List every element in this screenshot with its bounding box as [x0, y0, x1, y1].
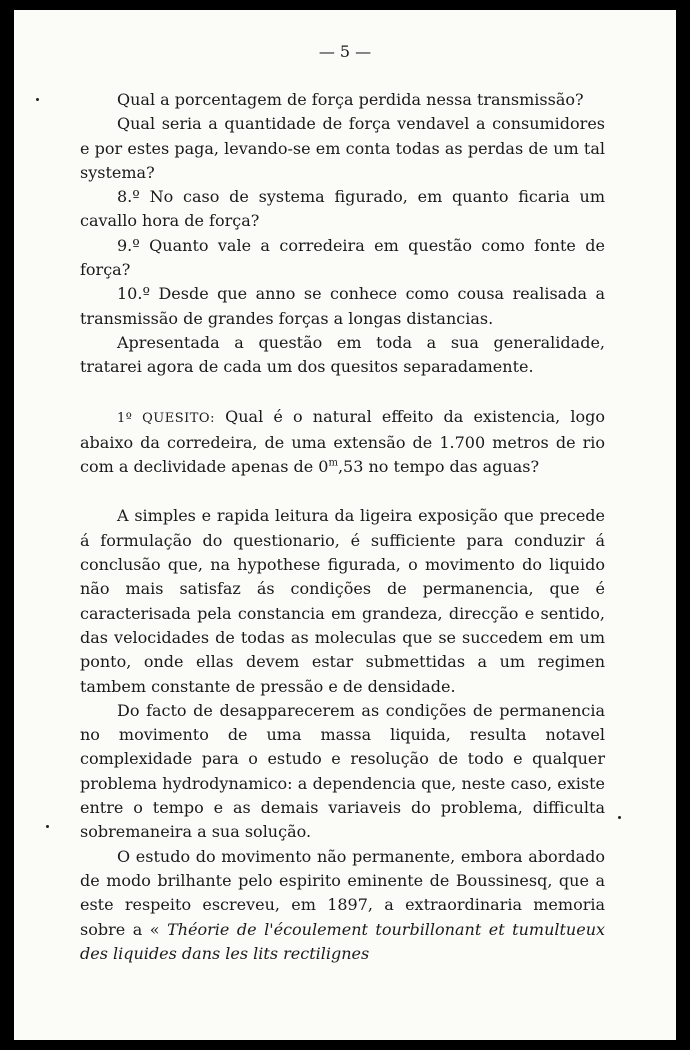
page-number: — 5 —: [318, 42, 372, 61]
italic-title: Théorie de l'écoulement tourbillonant et tumultueux des liquides dans les lits rectilignes: [80, 919, 606, 963]
quesito-1-paragraph: [80, 405, 605, 480]
quesito-text-b: ,53 no tempo das aguas?: [337, 457, 540, 477]
paragraph: Do facto de desapparecerem as condições de permanencia no movimento de uma massa liquida, resulta notavel complexidade para o estudo e resolução de todo e qualquer problema hydrodynamico: a dependencia que, neste caso, existe entre o tempo e as demais variaveis do problema, difficulta sobremaneira a sua solução.: [80, 700, 605, 842]
paragraph: [80, 845, 605, 966]
paragraph-text: O estudo do movimento não permanente, embora abordado de modo brilhante pelo espirito eminente de Boussinesq, que a este respeito escreveu, em 1897, a extraordinaria memoria sobre a «: [80, 846, 605, 939]
paragraph: Qual a porcentagem de força perdida nessa transmissão?: [117, 90, 584, 109]
unit-superscript: m: [328, 457, 338, 469]
paragraph: A simples e rapida leitura da ligeira exposição que precede á formulação do questionario, é sufficiente para conduzir á conclusão que, na hypothese figurada, o movimento do liquido não mais satisfaz ás condições de permanencia, que é caracterisada pela constancia em grandeza, direcção e sentido, das velocidades de todas as moleculas que se succedem em um ponto, onde ellas devem estar submettidas a um regimen tambem constante de pressão e de densidade.: [80, 506, 605, 696]
quesito-label: 1º QUESITO:: [117, 410, 215, 426]
paragraph-item-9: 9.º Quanto vale a corredeira em questão como fonte de força?: [80, 235, 605, 280]
print-speck: [36, 98, 39, 101]
body-text: [80, 88, 605, 966]
paragraph-item-10: 10.º Desde que anno se conhece como cousa realisada a transmissão de grandes forças a longas distancias.: [80, 284, 605, 328]
paragraph-item-8: 8.º No caso de systema figurado, em quanto ficaria um cavallo hora de força?: [80, 187, 605, 231]
quesito-text-a: Qual é o natural effeito da existencia, logo abaixo da corredeira, de uma extensão de 1.700 metros de rio com a declividade apenas de 0: [80, 406, 605, 477]
print-speck: [618, 816, 621, 819]
book-page: [14, 10, 676, 1040]
print-speck: [46, 825, 49, 828]
paragraph: Qual seria a quantidade de força vendavel a consumidores e por estes paga, levando-se em conta todas as perdas de um tal systema?: [80, 114, 605, 182]
paragraph: Apresentada a questão em toda a sua generalidade, tratarei agora de cada um dos quesitos separadamente.: [80, 332, 605, 377]
